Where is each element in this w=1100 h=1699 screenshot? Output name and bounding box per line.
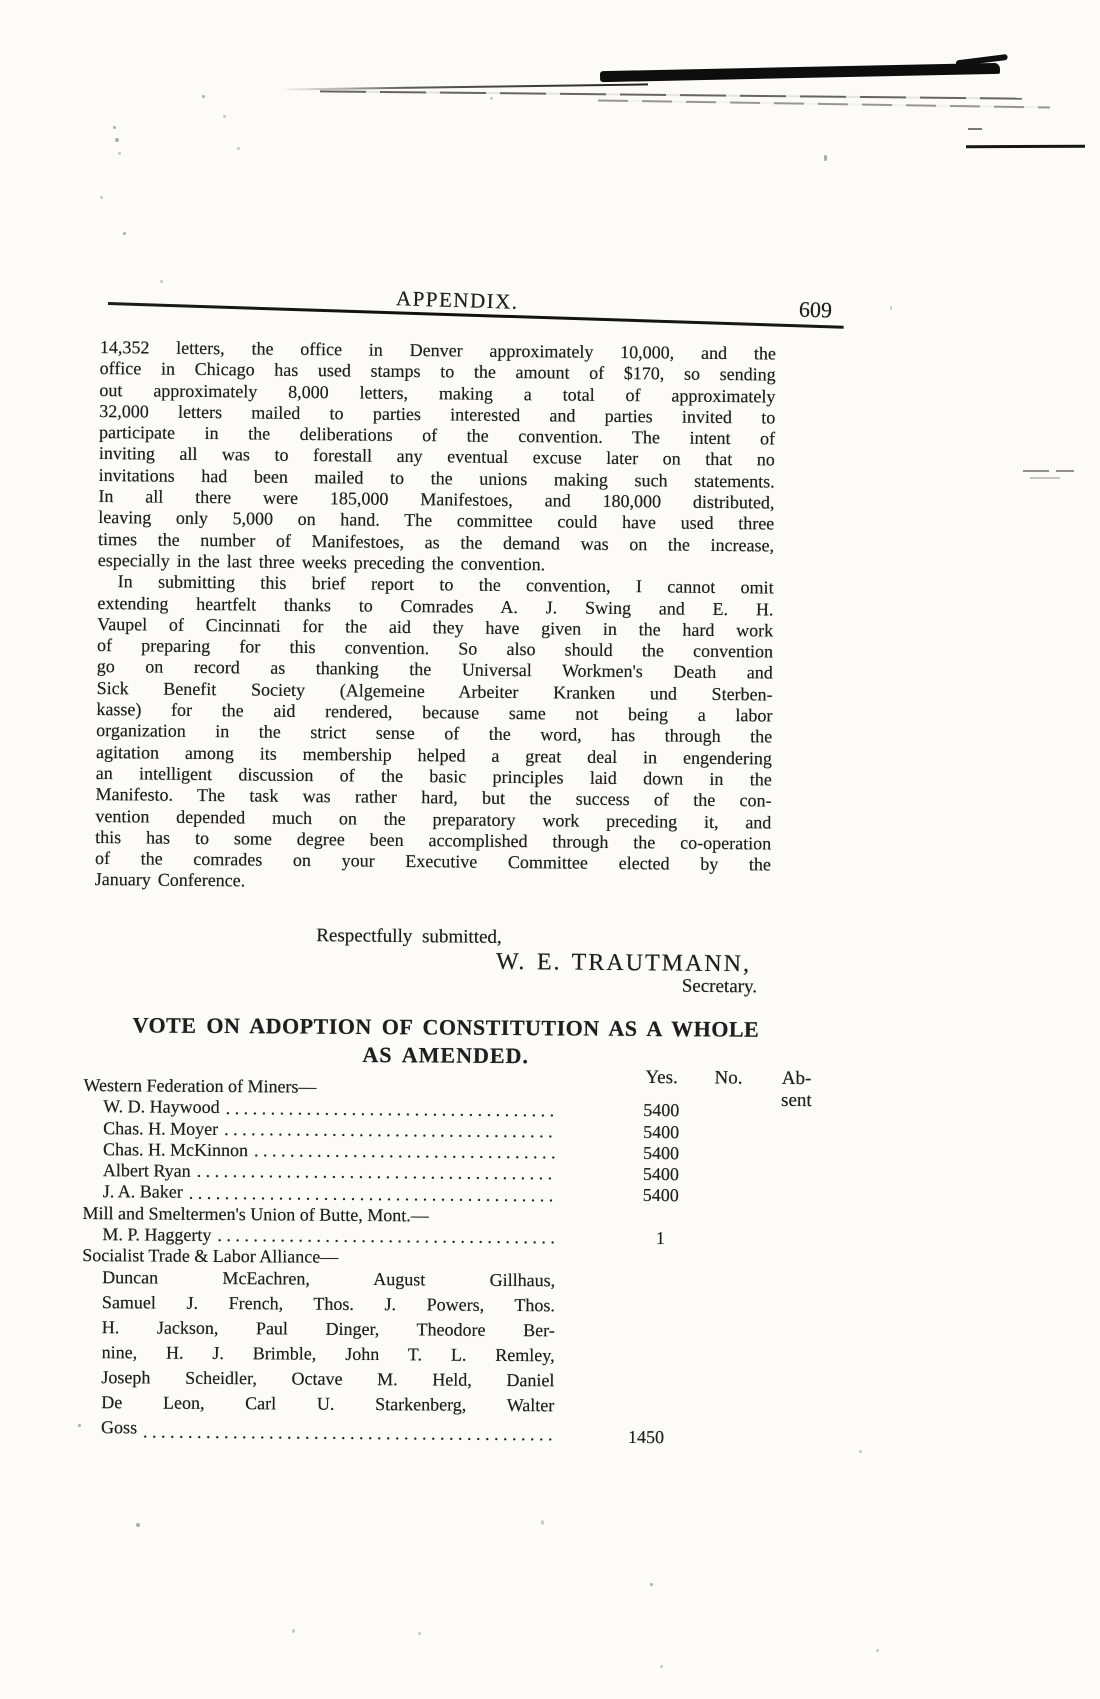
closing-block bbox=[94, 923, 771, 998]
scan-streak-line bbox=[598, 99, 1050, 108]
ink-speck bbox=[490, 97, 493, 100]
ink-speck bbox=[136, 1523, 140, 1527]
dot-leader bbox=[193, 1161, 556, 1185]
paragraph-letters-mailed bbox=[98, 337, 776, 578]
delegate-name: M. P. Haggerty bbox=[102, 1224, 212, 1245]
vote-heading-line1: VOTE ON ADOPTION OF CONSTITUTION AS A WHOLE bbox=[132, 1012, 760, 1042]
text-line: 32,000 letters mailed to parties interested and parties invited to bbox=[99, 400, 776, 428]
scan-streak-line bbox=[320, 90, 1022, 99]
margin-dash-artifact bbox=[1030, 477, 1060, 479]
text-line: invitations had been mailed to the unions making such statements. bbox=[98, 464, 775, 492]
ink-speck bbox=[890, 306, 892, 310]
dot-leader bbox=[250, 1140, 556, 1163]
delegate-list-line: De Leon, Carl U. Starkenberg, Walter bbox=[101, 1391, 555, 1415]
text-line: Sick Benefit Society (Algemeine Arbeiter Kranken und Sterben- bbox=[96, 677, 773, 705]
report-body bbox=[94, 337, 776, 998]
delegate-list-line: Samuel J. French, Thos. J. Powers, Thos. bbox=[101, 1291, 556, 1315]
table-row bbox=[79, 1416, 665, 1447]
ink-speck bbox=[202, 95, 205, 98]
margin-dash-artifact bbox=[1056, 470, 1074, 472]
delegate-name: Chas. H. McKinnon bbox=[102, 1139, 249, 1161]
text-line: 14,352 letters, the office in Denver approximately 10,000, and the bbox=[99, 337, 776, 364]
text-line: vention depended much on the preparatory work preceding it, and bbox=[95, 805, 772, 832]
yes-vote-value: 5400 bbox=[642, 1164, 679, 1185]
text-line: January Conference. bbox=[94, 869, 246, 891]
margin-dash-artifact bbox=[1023, 470, 1049, 472]
text-line: In submitting this brief report to the convention, I cannot omit bbox=[117, 571, 774, 598]
ink-speck bbox=[237, 147, 240, 150]
column-header-yes: Yes. bbox=[645, 1066, 678, 1089]
margin-dash-artifact bbox=[968, 128, 982, 130]
ink-speck bbox=[876, 1649, 879, 1652]
text-line: this has to some degree been accomplished through the co-operation bbox=[95, 826, 772, 854]
text-line: inviting all was to forestall any eventual excuse later on that no bbox=[98, 443, 775, 470]
delegate-name: Goss bbox=[101, 1416, 138, 1438]
ink-speck bbox=[418, 1632, 421, 1635]
text-line: agitation among its membership helped a great deal in engendering bbox=[95, 741, 773, 769]
paragraph-thanks bbox=[95, 571, 774, 897]
ink-speck bbox=[115, 138, 119, 142]
ink-speck bbox=[660, 1665, 663, 1668]
yes-vote-value: 5400 bbox=[642, 1185, 679, 1206]
column-header-absent: Ab- bbox=[781, 1067, 812, 1090]
ink-speck bbox=[650, 1583, 653, 1586]
delegate-name: J. A. Baker bbox=[102, 1181, 183, 1203]
signature-role: Secretary. bbox=[681, 975, 758, 998]
ink-speck bbox=[100, 196, 103, 199]
delegate-list-line: Joseph Scheidler, Octave M. Held, Daniel bbox=[101, 1366, 555, 1390]
text-line: of preparing for this convention. So also should the convention bbox=[96, 635, 774, 662]
text-line: especially in the last three weeks preceding the convention. bbox=[97, 549, 546, 575]
text-line: Vaupel of Cincinnati for the aid they have given in the hard work bbox=[97, 613, 774, 641]
ink-speck bbox=[113, 126, 116, 129]
table-group-row: Mill and Smeltermen's Union of Butte, Mont.— bbox=[82, 1202, 429, 1226]
ink-speck bbox=[292, 1629, 295, 1633]
ink-speck bbox=[223, 115, 226, 118]
margin-rule-artifact bbox=[966, 145, 1085, 149]
ink-speck bbox=[123, 232, 126, 235]
table-group-row: Socialist Trade & Labor Alliance— bbox=[82, 1245, 339, 1268]
ink-speck bbox=[824, 155, 827, 161]
text-line: In all there were 185,000 Manifestoes, and 180,000 distributed, bbox=[98, 486, 775, 513]
ink-speck bbox=[541, 1520, 544, 1525]
dot-leader bbox=[222, 1097, 557, 1121]
scan-smudge-artifact bbox=[600, 63, 1000, 82]
text-line: Manifesto. The task was rather hard, but the success of the con- bbox=[95, 784, 772, 811]
ink-speck bbox=[118, 152, 121, 155]
yes-vote-value: 1 bbox=[655, 1228, 666, 1249]
delegate-list-line: H. Jackson, Paul Dinger, Theodore Ber- bbox=[101, 1316, 555, 1340]
text-line: an intelligent discussion of the basic principles laid down in the bbox=[95, 762, 772, 790]
table-group-row: Western Federation of Miners— bbox=[83, 1075, 317, 1097]
text-line: office in Chicago has used stamps to the amount of $170, so sending bbox=[99, 358, 776, 385]
vote-section bbox=[79, 1012, 822, 1457]
vote-heading-line2: AS AMENDED. bbox=[362, 1041, 530, 1069]
yes-vote-value: 5400 bbox=[642, 1142, 680, 1164]
text-line: kasse) for the aid rendered, because same not being a labor bbox=[96, 699, 773, 726]
text-line: extending heartfelt thanks to Comrades A. J. Swing and E. H. bbox=[97, 592, 774, 620]
column-header-no: No. bbox=[714, 1067, 743, 1089]
dot-leader bbox=[185, 1182, 556, 1206]
text-line: times the number of Manifestoes, as the demand was on the increase, bbox=[97, 528, 775, 556]
closing-submitted: Respectfully submitted, bbox=[316, 924, 502, 948]
dot-leader bbox=[139, 1417, 554, 1445]
vote-table bbox=[79, 1075, 822, 1447]
page-number: 609 bbox=[798, 296, 833, 323]
delegate-name: Chas. H. Moyer bbox=[103, 1117, 219, 1139]
delegate-list-line: Duncan McEachren, August Gillhaus, bbox=[102, 1266, 556, 1290]
page-title: APPENDIX. bbox=[395, 286, 519, 314]
ink-speck bbox=[78, 1424, 81, 1427]
dot-leader bbox=[220, 1119, 556, 1143]
yes-vote-value: 5400 bbox=[643, 1121, 680, 1142]
text-line: out approximately 8,000 letters, making a total of approximately bbox=[99, 379, 776, 407]
text-line: organization in the strict sense of the word, has through the bbox=[96, 720, 773, 747]
text-line: go on record as thanking the Universal Workmen's Death and bbox=[96, 656, 773, 683]
yes-vote-value: 5400 bbox=[643, 1100, 680, 1121]
delegate-list-line: nine, H. J. Brimble, John T. L. Remley, bbox=[101, 1341, 555, 1365]
dot-leader bbox=[213, 1225, 555, 1249]
text-line: of the comrades on your Executive Committee elected by the bbox=[94, 848, 772, 875]
text-line: participate in the deliberations of the convention. The intent of bbox=[98, 422, 776, 449]
ink-speck bbox=[160, 280, 163, 283]
column-header-absent: sent bbox=[781, 1089, 812, 1112]
yes-vote-value: 1450 bbox=[627, 1426, 665, 1447]
text-line: leaving only 5,000 on hand. The committee could have used three bbox=[98, 507, 775, 534]
signature-name: W. E. TRAUTMANN, bbox=[495, 948, 752, 978]
ink-speck bbox=[859, 1450, 862, 1453]
delegate-name: Albert Ryan bbox=[102, 1160, 191, 1181]
delegate-name: W. D. Haywood bbox=[103, 1096, 220, 1118]
